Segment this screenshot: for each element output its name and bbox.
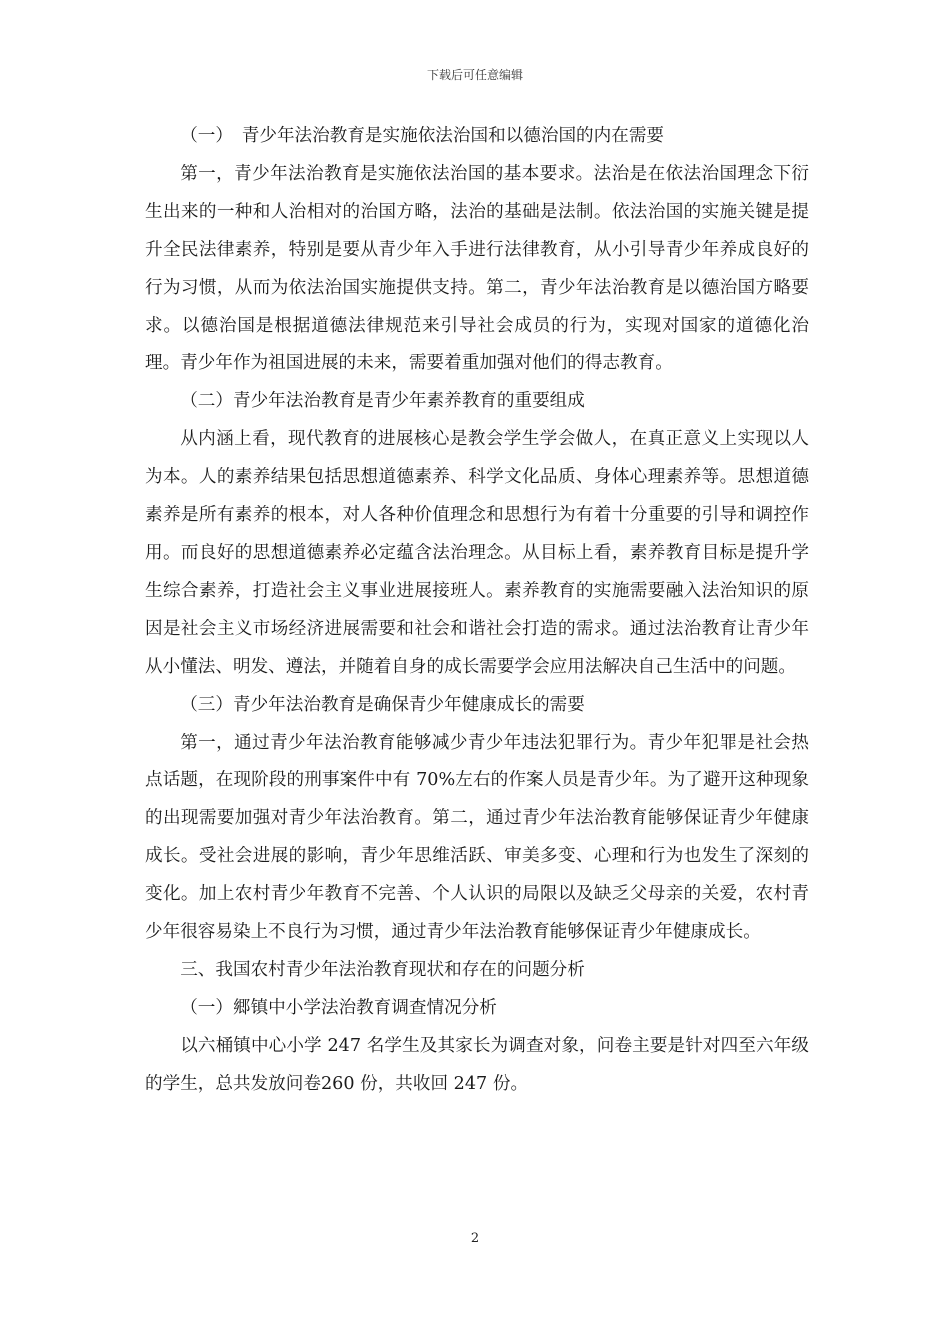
paragraph: 以六桶镇中心小学 247 名学生及其家长为调查对象，问卷主要是针对四至六年级的学生，总共发放问卷260 份，共收回 247 份。 bbox=[145, 1035, 809, 1094]
body-text bbox=[145, 118, 809, 1104]
page-number: 2 bbox=[470, 1231, 480, 1246]
chapter-heading: 三、我国农村青少年法治教育现状和存在的问题分析 bbox=[180, 959, 585, 980]
section-heading-4: （一）郷镇中小学法治教育调查情况分析 bbox=[180, 997, 497, 1018]
paragraph: 第一，青少年法治教育是实施依法治国的基本要求。法治是在依法治国理念下衍生出来的一种和人治相对的治国方略，法治的基础是法制。依法治国的实施关键是提升全民法律素养，特别是要从青少年入手进行法律教育，从小引导青少年养成良好的行为习惯，从而为依法治国实施提供支持。第二，青少年法治教育是以德治国方略要求。以德治国是根据道德法律规范来引导社会成员的行为，实现对国家的道德化治理。青少年作为祖国进展的未来，需要着重加强对他们的得志教育。 bbox=[145, 163, 809, 374]
paragraph: 从内涵上看，现代教育的进展核心是教会学生学会做人，在真正意义上实现以人为本。人的素养结果包括思想道德素养、科学文化品质、身体心理素养等。思想道德素养是所有素养的根本，对人各种价值理念和思想行为有着十分重要的引导和调控作用。而良好的思想道德素养必定蕴含法治理念。从目标上看，素养教育目标是提升学生综合素养，打造社会主义事业进展接班人。素养教育的实施需要融入法治知识的原因是社会主义市场经济进展需要和社会和谐社会打造的需求。通过法治教育让青少年从小懂法、明发、遵法，并随着自身的成长需要学会应用法解决自己生活中的问题。 bbox=[145, 429, 809, 677]
section-heading-3: （三）青少年法治教育是确保青少年健康成长的需要 bbox=[180, 694, 585, 715]
section-heading-2: （二）青少年法治教育是青少年素养教育的重要组成 bbox=[180, 391, 585, 412]
paragraph: 第一，通过青少年法治教育能够减少青少年违法犯罪行为。青少年犯罪是社会热点话题，在现阶段的刑事案件中有 70%左右的作案人员是青少年。为了避开这种现象的出现需要加强对青少年法治教育。第二，通过青少年法治教育能够保证青少年健康成长。受社会进展的影响，青少年思维活跃、审美多变、心理和行为也发生了深刻的变化。加上农村青少年教育不完善、个人认识的局限以及缺乏父母亲的关爱，农村青少年很容易染上不良行为习惯，通过青少年法治教育能够保证青少年健康成长。 bbox=[145, 732, 809, 943]
section-heading-1: （一） 青少年法治教育是实施依法治国和以德治国的内在需要 bbox=[180, 126, 665, 146]
page-header: 下载后可任意编辑 bbox=[426, 68, 523, 82]
